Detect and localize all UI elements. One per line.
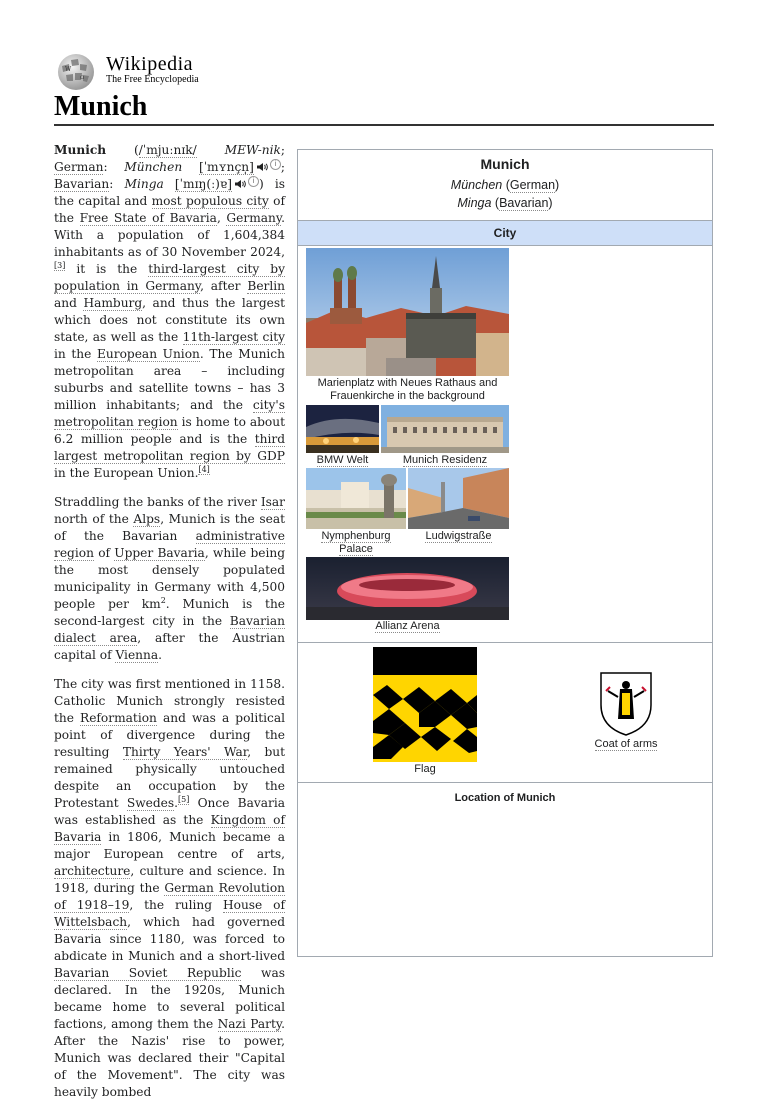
link-upper-bavaria[interactable]: Upper Bavaria	[114, 546, 205, 560]
flag-of-munich[interactable]	[373, 647, 477, 762]
german-language-link[interactable]: German	[54, 160, 104, 174]
link-house-of-wittelsbach[interactable]: House of Wittelsbach	[54, 898, 285, 929]
link-european-union[interactable]: European Union	[97, 347, 200, 361]
speaker-icon[interactable]	[256, 162, 268, 172]
article-paragraph-3: The city was first mentioned in 1158. Catholic Munich strongly resisted the Reformation and was a political point of divergence during the resulting Thirty Years' War, but remained physically untouched despite an occupation by the Protestant Swedes.[5] Once Bavaria was established as the Kingdom of Bavaria in 1806, Munich became a major European centre of arts, architecture, culture and science. In 1918, during the German Revolution of 1918–19, the ruling House of Wittelsbach, which had governed Bavaria since 1180, was forced to abdicate in Munich and a short-lived Bavarian Soviet Republic was declared. In the 1920s, Munich became home to several political factions, among them the Nazi Party. After the Nazis' rise to power, Munich was declared their "Capital of the Movement". The city was heavily bombed	[54, 677, 286, 1099]
article-paragraph-1: Munich (/ˈmjuːnɪk/ MEW-nik; German: München [ˈmʏnçn̩] i ; Bavarian: Minga [ˈmɪŋ(ː)ɐ] i ) is the capital and most populous city of the Free State of Bavaria, Germany. With a population of 1,604,384 inhabitants as of 30 November 2024,[3] it is the third-largest city by population in Germany, after Berlin and Hamburg, and thus the largest which does not constitute its own state, as well as the 11th-largest city in the European Union. The Munich metropolitan area – including suburbs and satellite towns – has 3 million inhabitants; and the city's metropolitan region is home to about 6.2 million people and is the third largest metropolitan region by GDP in the European Union.[4]	[54, 143, 286, 480]
link-bavarian-dialect-area[interactable]: Bavarian dialect area	[54, 614, 286, 645]
infobox-native-name-bavarian: Minga (Bavarian)	[457, 196, 553, 210]
site-wordmark[interactable]: Wikipedia	[106, 53, 193, 75]
caption-flag: Flag	[414, 763, 436, 775]
reference-3[interactable]: [3]	[54, 260, 66, 270]
photo-marienplatz[interactable]	[306, 248, 509, 376]
ipa-german-link[interactable]: [ˈmʏnçn̩]	[198, 160, 254, 174]
link-bavarian-soviet-republic[interactable]: Bavarian Soviet Republic	[54, 966, 242, 980]
link-most-populous-city[interactable]: most populous city	[151, 194, 269, 208]
link-thirty-years-war[interactable]: Thirty Years' War	[122, 745, 248, 759]
link-kingdom-of-bavaria[interactable]: Kingdom of Bavaria	[54, 813, 285, 844]
photo-bmw-welt[interactable]	[306, 405, 379, 453]
bavarian-name: Minga	[124, 177, 164, 191]
infobox	[297, 149, 713, 957]
link-architecture[interactable]: architecture	[54, 864, 131, 878]
info-icon[interactable]: i	[270, 159, 281, 170]
bavarian-language-link[interactable]: Bavarian	[499, 196, 549, 210]
wikipedia-globe-icon[interactable]	[54, 52, 98, 92]
bavarian-language-link[interactable]: Bavarian	[54, 177, 110, 191]
caption-marienplatz: Marienplatz with Neues Rathaus and Frauenkirche in the background	[317, 377, 498, 402]
caption-munich-residenz: Munich Residenz	[402, 454, 488, 466]
photo-munich-residenz[interactable]	[381, 405, 509, 453]
ipa-bavarian-link[interactable]: [ˈmɪŋ(ː)ɐ]	[174, 177, 232, 191]
respelling: MEW-nik	[224, 143, 281, 157]
infobox-city-band: City	[298, 220, 712, 246]
link-german-revolution[interactable]: German Revolution of 1918–19	[54, 881, 286, 912]
caption-allianz-arena: Allianz Arena	[375, 620, 440, 632]
infobox-title: Munich	[480, 156, 530, 172]
infobox-native-name-german: München (German)	[450, 178, 560, 192]
photo-allianz-arena[interactable]	[306, 557, 509, 620]
german-name: München	[124, 160, 183, 174]
photo-nymphenburg-palace[interactable]	[306, 468, 406, 529]
link-free-state-of-bavaria[interactable]: Free State of Bavaria	[79, 211, 217, 225]
link-city-metropolitan-region[interactable]: city's metropolitan region	[54, 398, 286, 429]
article-body	[54, 142, 285, 1113]
photo-ludwigstrasse[interactable]	[408, 468, 509, 529]
link-hamburg[interactable]: Hamburg	[83, 296, 143, 310]
caption-coat-of-arms: Coat of arms	[594, 738, 658, 750]
svg-text:Ω: Ω	[80, 75, 85, 81]
location-heading: Location of Munich	[454, 792, 556, 804]
site-tagline: The Free Encyclopedia	[106, 74, 199, 85]
article-paragraph-2: Straddling the banks of the river Isar north of the Alps, Munich is the seat of the Bavarian administrative region of Upper Bavaria, while being the most densely populated municipality in Germany with 4,500 people per $km^2$. Munich is the second-largest city in the Bavarian dialect area, after the Austrian capital of Vienna.	[54, 495, 286, 662]
link-third-largest-city[interactable]: third-largest city by population in Germany	[54, 262, 285, 293]
reference-4[interactable]: [4]	[198, 464, 210, 474]
caption-nymphenburg-palace: Nymphenburg Palace	[321, 530, 391, 555]
ipa-english-link[interactable]: /ˈmjuːnɪk/	[138, 143, 197, 157]
link-11th-largest-city[interactable]: 11th-largest city	[182, 330, 285, 344]
title-divider	[54, 124, 714, 126]
caption-bmw-welt: BMW Welt	[316, 454, 369, 466]
info-icon[interactable]: i	[248, 176, 259, 187]
link-isar[interactable]: Isar	[260, 495, 286, 509]
link-reformation[interactable]: Reformation	[80, 711, 157, 725]
link-third-largest-metro-region[interactable]: third largest metropolitan region by GDP	[54, 432, 285, 463]
link-berlin[interactable]: Berlin	[247, 279, 285, 293]
speaker-icon[interactable]	[234, 179, 246, 189]
subject-name: Munich	[54, 143, 107, 157]
reference-5[interactable]: [5]	[178, 794, 190, 804]
german-language-link[interactable]: German	[509, 178, 556, 192]
link-swedes[interactable]: Swedes	[126, 796, 175, 810]
page-title: Munich	[54, 91, 148, 122]
link-alps[interactable]: Alps	[133, 512, 161, 526]
svg-text:W: W	[65, 66, 72, 73]
coat-of-arms-icon[interactable]	[598, 671, 654, 737]
caption-ludwigstrasse: Ludwigstraße	[425, 530, 492, 542]
infobox-divider	[298, 642, 712, 643]
infobox-divider	[298, 782, 712, 783]
link-nazi-party[interactable]: Nazi Party	[217, 1017, 282, 1031]
link-germany[interactable]: Germany	[226, 211, 282, 225]
link-administrative-region[interactable]: administrative region	[54, 529, 285, 560]
link-vienna[interactable]: Vienna	[115, 648, 159, 662]
